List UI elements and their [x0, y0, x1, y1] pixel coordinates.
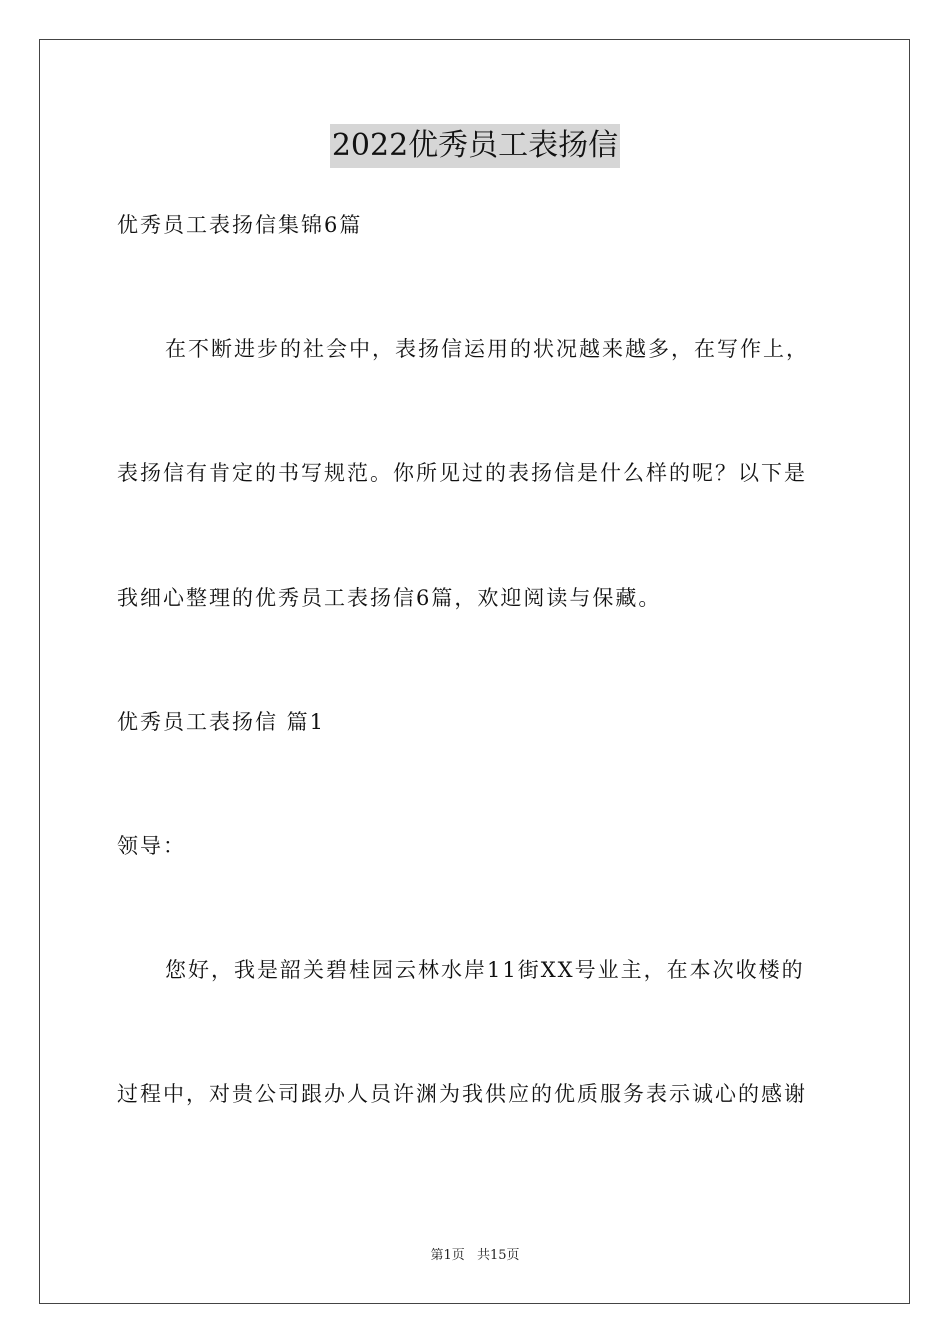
- salutation: 领导：: [117, 834, 186, 858]
- section-heading: 优秀员工表扬信 篇1: [117, 710, 326, 734]
- subtitle-line: 优秀员工表扬信集锦6篇: [117, 213, 363, 237]
- paragraph-line: 表扬信有肯定的书写规范。你所见过的表扬信是什么样的呢？以下是: [117, 461, 807, 485]
- paragraph-line: 在不断进步的社会中，表扬信运用的状况越来越多，在写作上，: [165, 337, 809, 361]
- paragraph-line: 我细心整理的优秀员工表扬信6篇，欢迎阅读与保藏。: [117, 586, 662, 610]
- page-footer: [0, 1246, 950, 1266]
- page-number: 第1页: [430, 1248, 465, 1263]
- title-container: [0, 124, 950, 168]
- paragraph-line: 您好，我是韶关碧桂园云林水岸11街XX号业主，在本次收楼的: [165, 958, 805, 982]
- paragraph-line: 过程中，对贵公司跟办人员许渊为我供应的优质服务表示诚心的感谢: [117, 1082, 807, 1106]
- document-title: 2022优秀员工表扬信: [330, 124, 620, 168]
- page-total: 共15页: [476, 1248, 520, 1263]
